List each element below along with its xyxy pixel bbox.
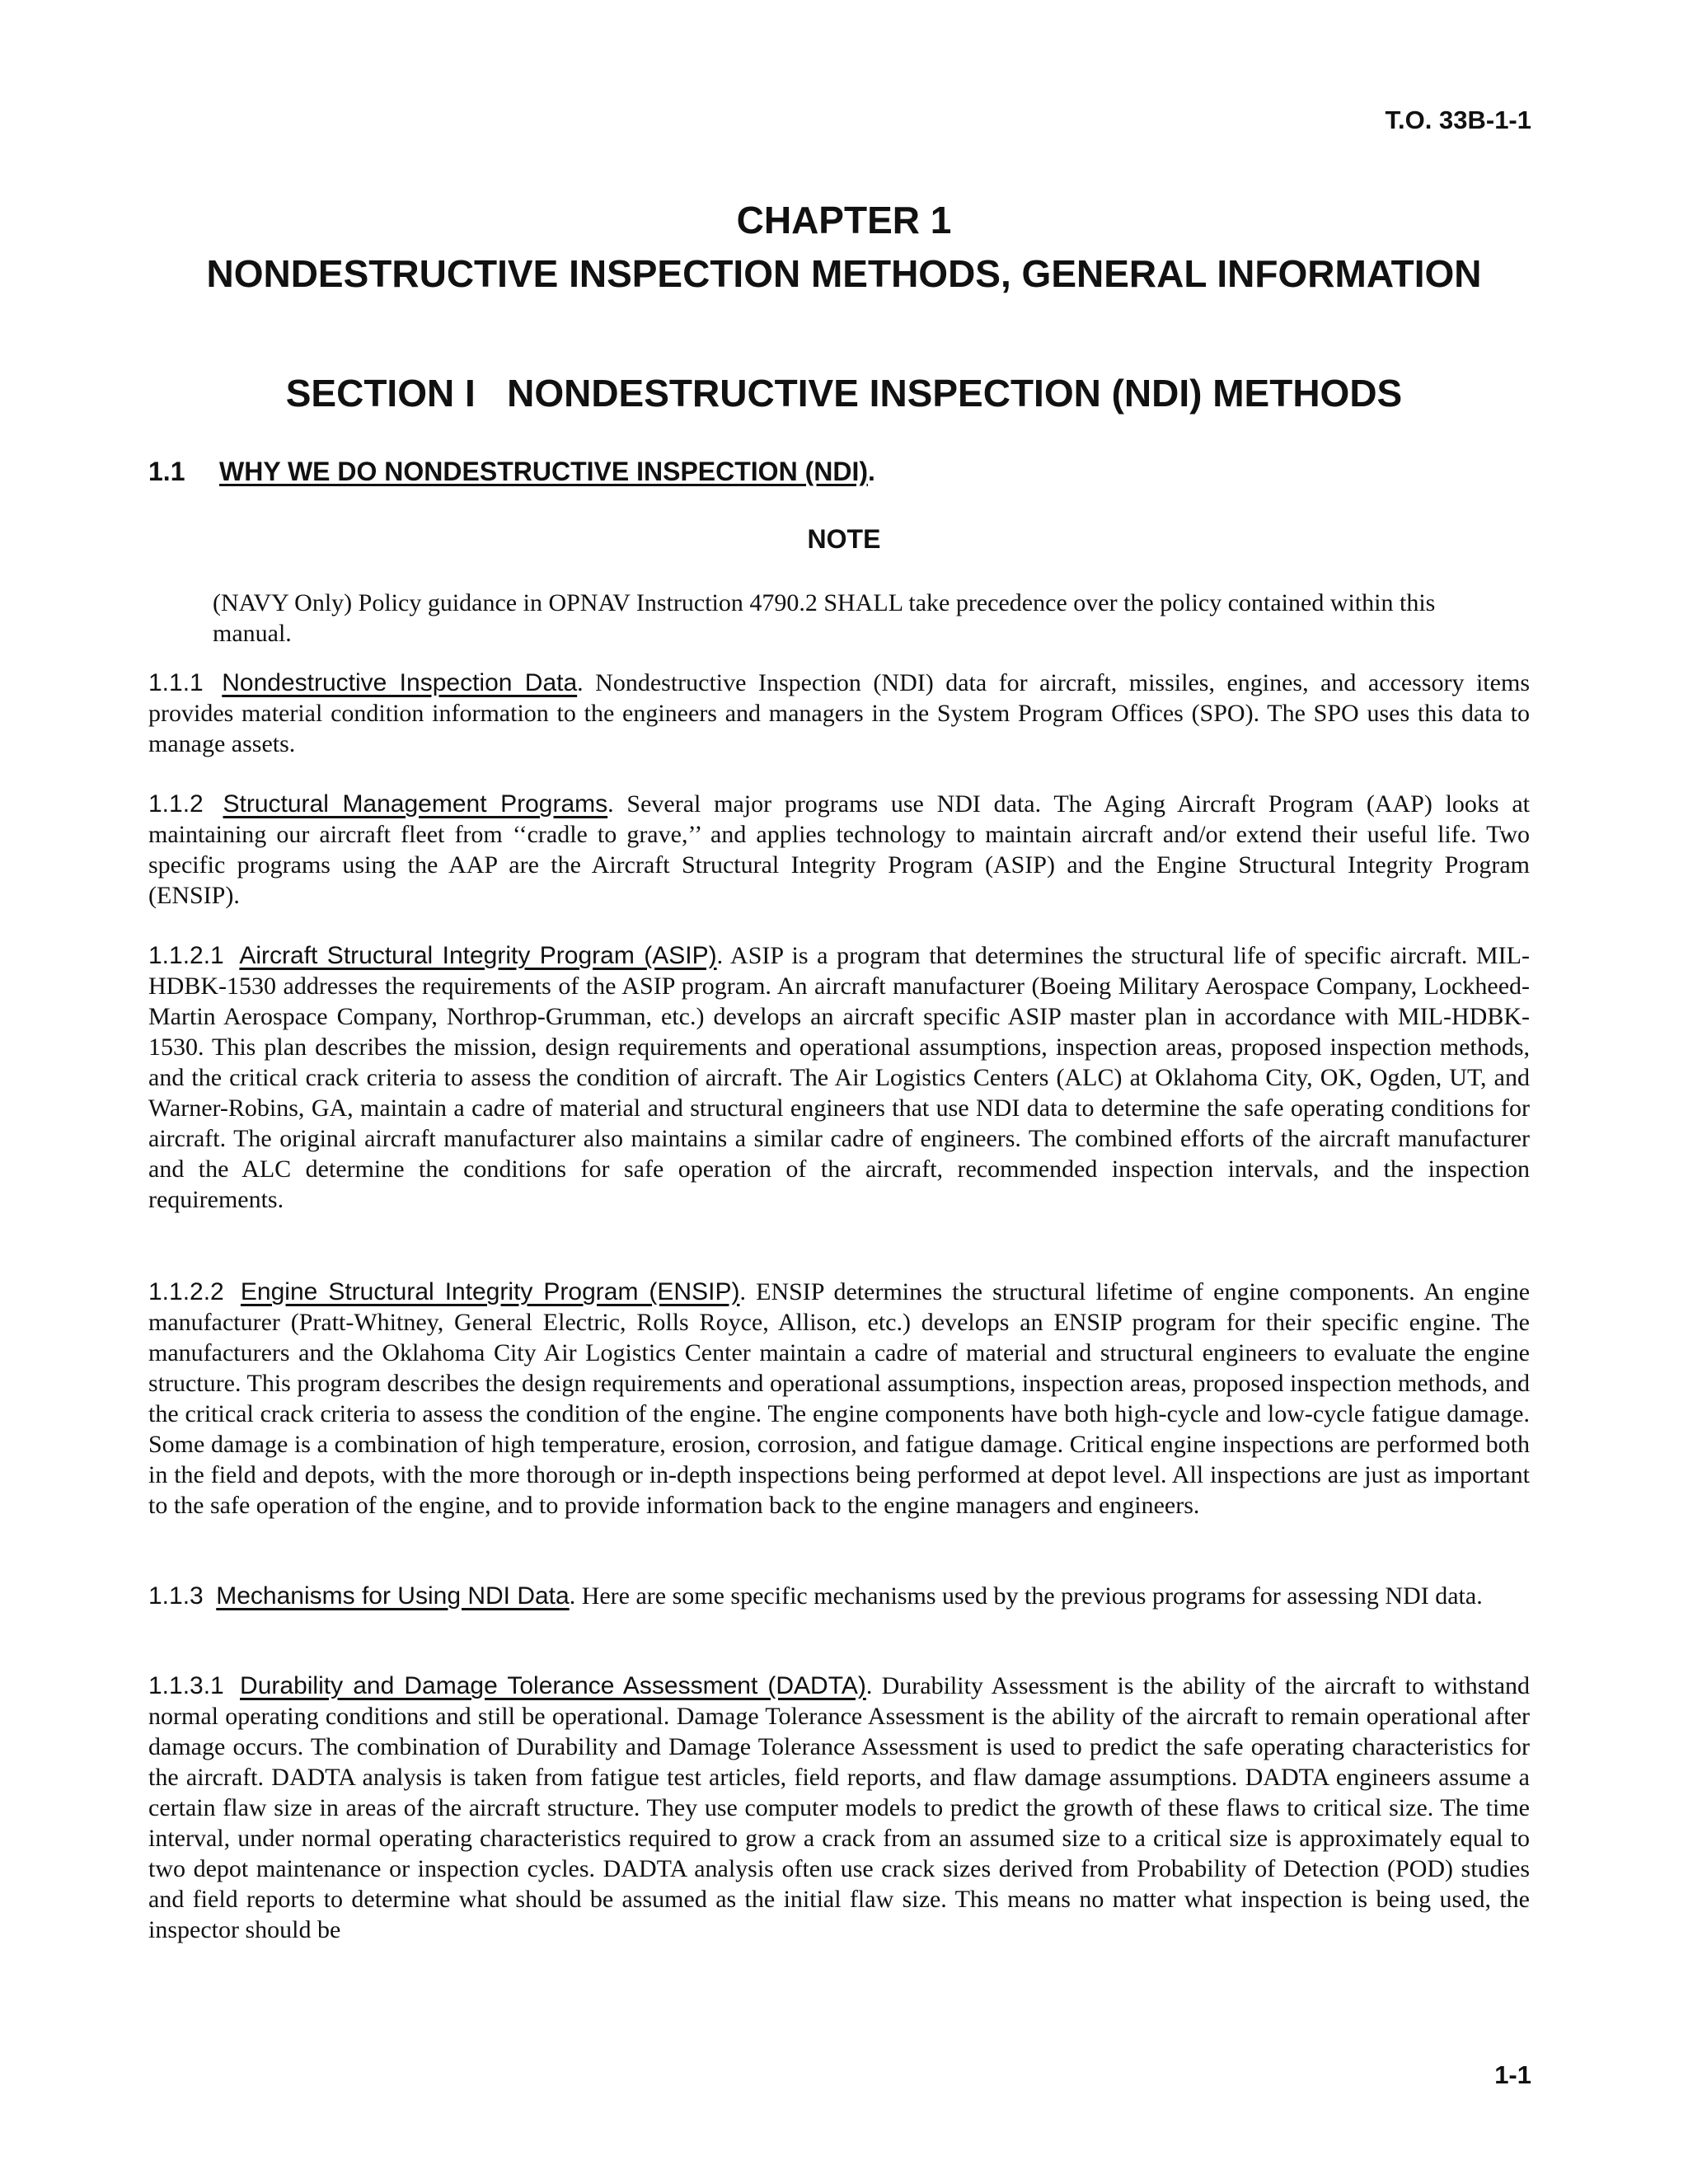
paragraph-1-1-1: 1.1.1 Nondestructive Inspection Data. Nondestructive Inspection (NDI) data for aircraft, missiles, engines, and accessory items provides material condition information to the engineers and managers in the System Program Offices (SPO). The SPO uses this data to manage assets. bbox=[148, 669, 1531, 757]
paragraph-body: Nondestructive Inspection (NDI) data for aircraft, missiles, engines, and accessory items provides material condition information to the engineers and managers in the System Program Offices (SPO). The SPO uses this data to manage assets. bbox=[148, 669, 1531, 757]
paragraph-number: 1.1.3.1 bbox=[148, 1672, 224, 1699]
paragraph-title: Mechanisms for Using NDI Data bbox=[216, 1582, 570, 1610]
paragraph-body: ENSIP determines the structural lifetime of engine components. An engine manufacturer (Pratt-Whitney, General Electric, Rolls Royce, Allison, etc.) develops an ENSIP program for their specific engine. The manufacturers and the Oklahoma City Air Logistics Center maintain a cadre of material and structural engineers to evaluate the engine structure. This program describes the design requirements and operational assumptions, inspection areas, proposed inspection methods, and the critical crack criteria to assess the condition of the engine. The engine components have both high-cycle and low-cycle fatigue damage. Some damage is a combination of high temperature, erosion, corrosion, and fatigue damage. Critical engine inspections are performed both in the field and depots, with the more thorough or in-depth inspections being performed at depot level. All inspections are just as important to the safe operation of the engine, and to provide information back to the engine managers and engineers. bbox=[148, 1278, 1531, 1519]
paragraph-number: 1.1.2.2 bbox=[148, 1278, 224, 1305]
paragraph-body: Several major programs use NDI data. The Aging Aircraft Program (AAP) looks at maintaining our aircraft fleet from ‘‘cradle to grave,’’ and applies technology to maintain aircraft and/or extend their useful life. Two specific programs using the AAP are the Aircraft Structural Integrity Program (ASIP) and the Engine Structural Integrity Program (ENSIP). bbox=[148, 790, 1530, 909]
paragraph-1-1-2-1: 1.1.2.1 Aircraft Structural Integrity Program (ASIP). ASIP is a program that determines the structural life of specific aircraft. MIL-HDBK-1530 addresses the requirements of the ASIP program. An aircraft manufacturer (Boeing Military Aerospace Company, Lockheed-Martin Aerospace Company, Northrop-Grumman, etc.) develops an aircraft specific ASIP master plan in accordance with MIL-HDBK-1530. This plan describes the mission, design requirements and operational assumptions, inspection areas, proposed inspection methods, and the critical crack criteria to assess the condition of aircraft. The Air Logistics Centers (ALC) at Oklahoma City, OK, Ogden, UT, and Warner-Robins, GA, maintain a cadre of material and structural engineers that use NDI data to determine the safe operating conditions for aircraft. The original aircraft manufacturer also maintains a similar cadre of engineers. The combined efforts of the aircraft manufacturer and the ALC determine the conditions for safe operation of the aircraft, recommended inspection intervals, and the inspection requirements. bbox=[148, 942, 1530, 1213]
paragraph-title: Structural Management Programs bbox=[223, 790, 608, 818]
paragraph-1-1-3: 1.1.3 Mechanisms for Using NDI Data. Here are some specific mechanisms used by the previous programs for assessing NDI data. bbox=[148, 1582, 1483, 1610]
note-text: (NAVY Only) Policy guidance in OPNAV Instruction 4790.2 SHALL take precedence over the policy contained within this manual. bbox=[213, 589, 1436, 647]
paragraph-title: Engine Structural Integrity Program (ENSIP) bbox=[240, 1278, 740, 1305]
paragraph-number: 1.1.1 bbox=[148, 669, 204, 696]
chapter-title: NONDESTRUCTIVE INSPECTION METHODS, GENERAL INFORMATION bbox=[206, 252, 1482, 295]
paragraph-number: 1.1.2.1 bbox=[148, 942, 224, 969]
chapter-label: CHAPTER 1 bbox=[736, 199, 952, 241]
paragraph-1-1-2-2: 1.1.2.2 Engine Structural Integrity Program (ENSIP). ENSIP determines the structural lifetime of engine components. An engine manufacturer (Pratt-Whitney, General Electric, Rolls Royce, Allison, etc.) develops an ENSIP program for their specific engine. The manufacturers and the Oklahoma City Air Logistics Center maintain a cadre of material and structural engineers to evaluate the engine structure. This program describes the design requirements and operational assumptions, inspection areas, proposed inspection methods, and the critical crack criteria to assess the condition of the engine. The engine components have both high-cycle and low-cycle fatigue damage. Some damage is a combination of high temperature, erosion, corrosion, and fatigue damage. Critical engine inspections are performed both in the field and depots, with the more thorough or in-depth inspections being performed at depot level. All inspections are just as important to the safe operation of the engine, and to provide information back to the engine managers and engineers. bbox=[148, 1278, 1531, 1519]
note-label: NOTE bbox=[807, 524, 881, 554]
heading-1-1 bbox=[148, 457, 875, 487]
paragraph-body: ASIP is a program that determines the structural life of specific aircraft. MIL-HDBK-1530 addresses the requirements of the ASIP program. An aircraft manufacturer (Boeing Military Aerospace Company, Lockheed-Martin Aerospace Company, Northrop-Grumman, etc.) develops an aircraft specific ASIP master plan in accordance with MIL-HDBK-1530. This plan describes the mission, design requirements and operational assumptions, inspection areas, proposed inspection methods, and the critical crack criteria to assess the condition of aircraft. The Air Logistics Centers (ALC) at Oklahoma City, OK, Ogden, UT, and Warner-Robins, GA, maintain a cadre of material and structural engineers that use NDI data to determine the safe operating conditions for aircraft. The original aircraft manufacturer also maintains a similar cadre of engineers. The combined efforts of the aircraft manufacturer and the ALC determine the conditions for safe operation of the aircraft, recommended inspection intervals, and the inspection requirements. bbox=[148, 942, 1530, 1213]
paragraph-body: Here are some specific mechanisms used by the previous programs for assessing NDI data. bbox=[581, 1582, 1483, 1610]
section-title: SECTION I NONDESTRUCTIVE INSPECTION (NDI) METHODS bbox=[285, 372, 1403, 415]
paragraph-title: Nondestructive Inspection Data bbox=[222, 669, 578, 696]
page-number: 1-1 bbox=[1494, 2060, 1531, 2089]
heading-title: WHY WE DO NONDESTRUCTIVE INSPECTION (NDI) bbox=[219, 457, 868, 486]
heading-number: 1.1 bbox=[148, 457, 185, 486]
paragraph-1-1-3-1: 1.1.3.1 Durability and Damage Tolerance Assessment (DADTA). Durability Assessment is the ability of the aircraft to withstand normal operating conditions and still be operational. Damage Tolerance Assessment is the ability of the aircraft to remain operational after damage occurs. The combination of Durability and Damage Tolerance Assessment is used to predict the safe operating characteristics for the aircraft. DADTA analysis is taken from fatigue test articles, field reports, and flaw damage assumptions. DADTA engineers assume a certain flaw size in areas of the aircraft structure. They use computer models to predict the growth of these flaws to critical size. The time interval, under normal operating characteristics required to grow a crack from an assumed size to a critical size is approximately equal to two depot maintenance or inspection cycles. DADTA analysis often use crack sizes derived from Probability of Detection (POD) studies and field reports to determine what should be assumed as the initial flaw size. This means no matter what inspection is being used, the inspector should be bbox=[148, 1672, 1531, 1943]
paragraph-number: 1.1.2 bbox=[148, 790, 204, 818]
heading-period: . bbox=[867, 457, 875, 486]
document-id: T.O. 33B-1-1 bbox=[1385, 105, 1531, 134]
paragraph-body: Durability Assessment is the ability of the aircraft to withstand normal operating conditions and still be operational. Damage Tolerance Assessment is the ability of the aircraft to remain operational after damage occurs. The combination of Durability and Damage Tolerance Assessment is used to predict the safe operating characteristics for the aircraft. DADTA analysis is taken from fatigue test articles, field reports, and flaw damage assumptions. DADTA engineers assume a certain flaw size in areas of the aircraft structure. They use computer models to predict the growth of these flaws to critical size. The time interval, under normal operating characteristics required to grow a crack from an assumed size to a critical size is approximately equal to two depot maintenance or inspection cycles. DADTA analysis often use crack sizes derived from Probability of Detection (POD) studies and field reports to determine what should be assumed as the initial flaw size. This means no matter what inspection is being used, the inspector should be bbox=[148, 1672, 1531, 1943]
paragraph-1-1-2: 1.1.2 Structural Management Programs. Several major programs use NDI data. The Aging Aircraft Program (AAP) looks at maintaining our aircraft fleet from ‘‘cradle to grave,’’ and applies technology to maintain aircraft and/or extend their useful life. Two specific programs using the AAP are the Aircraft Structural Integrity Program (ASIP) and the Engine Structural Integrity Program (ENSIP). bbox=[148, 790, 1530, 909]
paragraph-title: Aircraft Structural Integrity Program (ASIP) bbox=[239, 942, 717, 969]
paragraph-title: Durability and Damage Tolerance Assessment (DADTA) bbox=[240, 1672, 866, 1699]
paragraph-number: 1.1.3 bbox=[148, 1582, 204, 1610]
